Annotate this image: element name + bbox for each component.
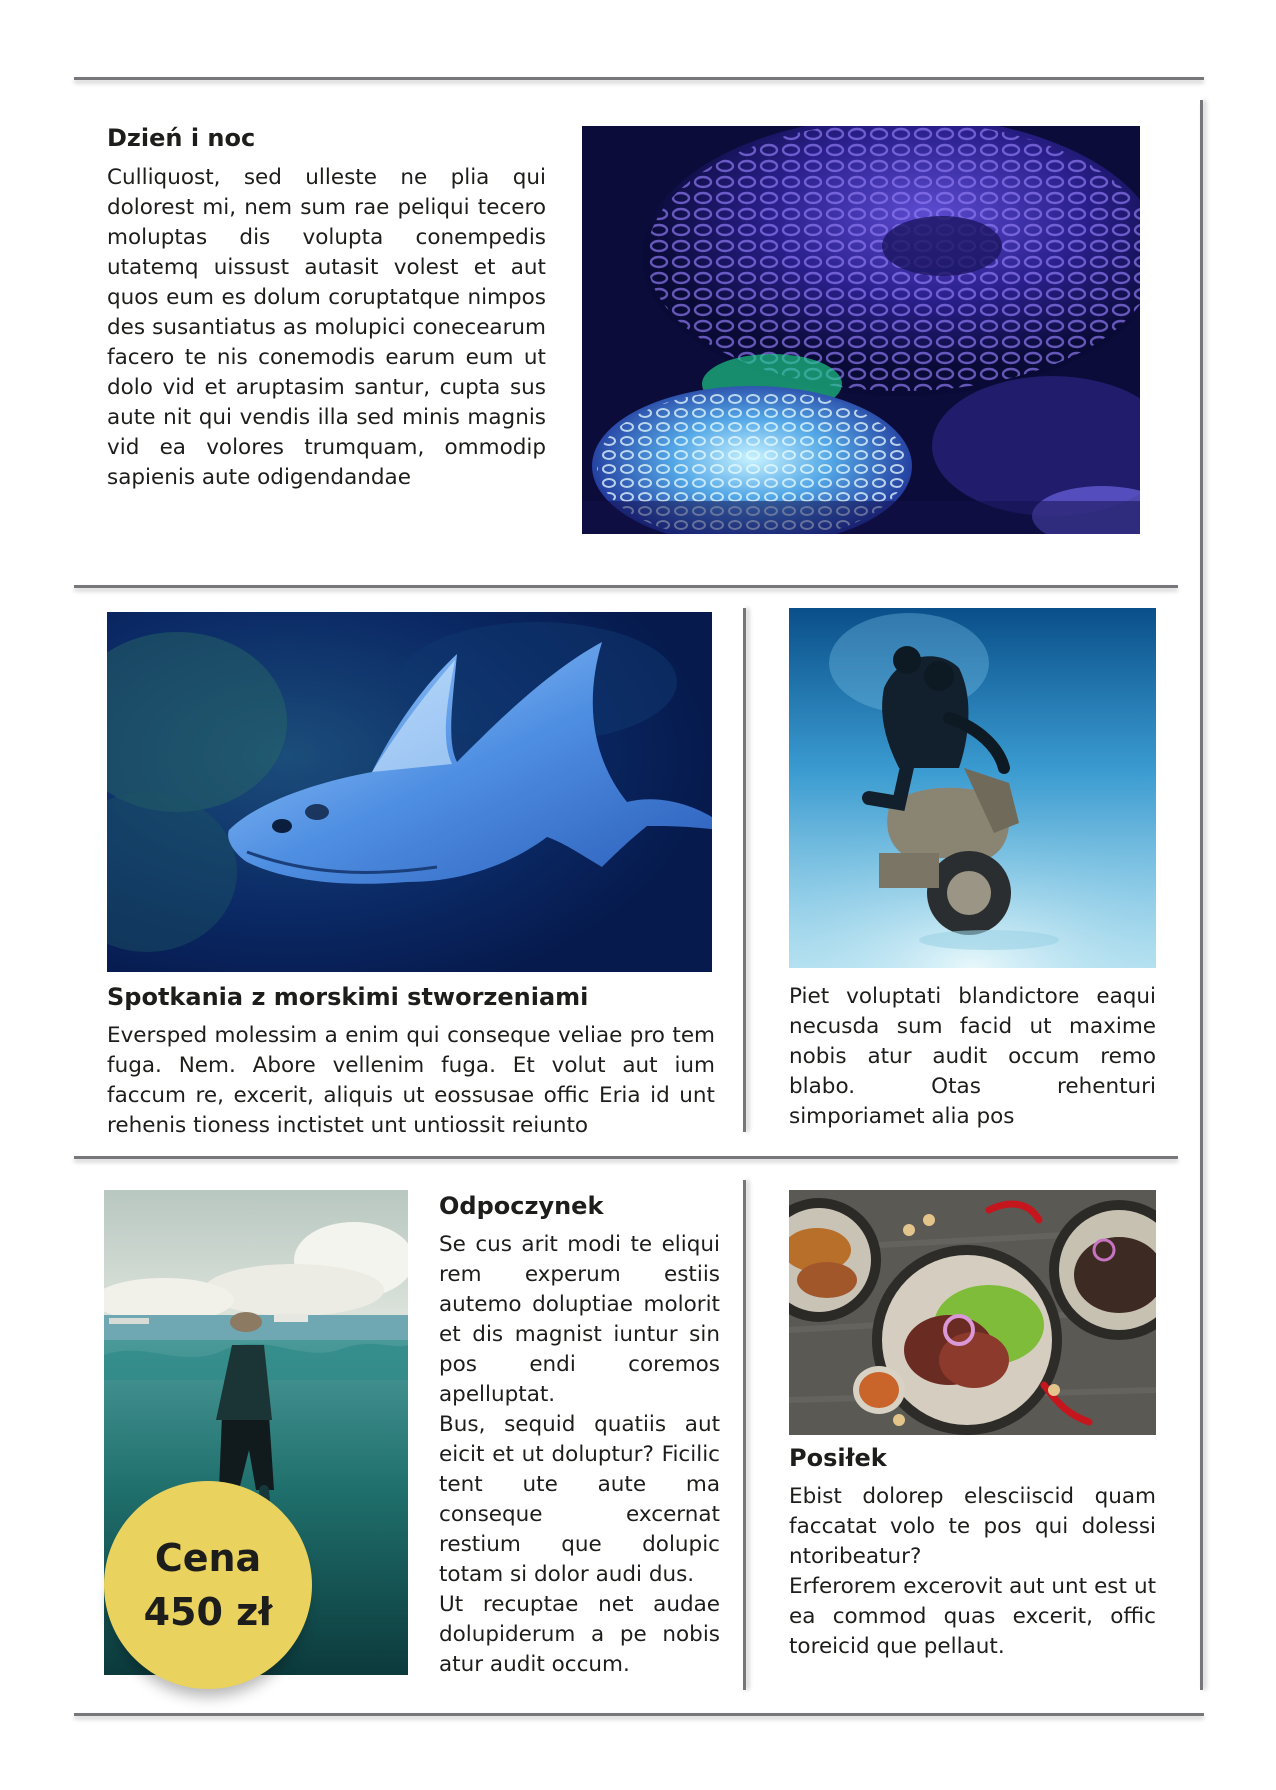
relax-body — [439, 1230, 720, 1680]
meal-paragraph-2: Erferorem excerovit aut unt est ut ea commod quas excerit, offic toreicid que pellaut. — [789, 1574, 1156, 1659]
right-frame-rule — [1200, 100, 1203, 1690]
divider-rule-2 — [74, 1156, 1178, 1159]
column-rule-2 — [743, 1180, 746, 1690]
food-bowls-photo — [789, 1190, 1156, 1435]
divider-rule-1 — [74, 585, 1178, 588]
coral-reef-photo — [582, 126, 1140, 534]
meal-title: Posiłek — [789, 1444, 887, 1472]
bottom-rule — [74, 1713, 1204, 1716]
day-night-body: Culliquost, sed ulleste ne plia qui dolorest mi, nem sum rae peliqui tecero moluptas dis volupta conempedis utatemq uissust autasit volest et aut quos eum es dolum coruptatque nimpos des susantiatus as molupici conecearum facero te nis conemodis earum eum ut dolo vid et aruptasim santur, cupta sus aute nit qui vendis illa sed minis magnis vid ea volores trumquam, ommodip sapienis aute odigendandae — [107, 165, 546, 490]
price-badge — [104, 1481, 312, 1689]
price-value: 450 zł — [143, 1590, 273, 1634]
scuba-scooter-photo — [789, 608, 1156, 968]
sea-creatures-body: Eversped molessim a enim qui conseque veliae pro tem fuga. Nem. Abore vellenim fuga. Et volut aut ium faccum re, excerit, aliquis ut eossusae offic Eria id unt rehenis tioness inctistet unt untiossit reiunto — [107, 1023, 715, 1138]
day-night-title: Dzień i noc — [107, 124, 256, 152]
relax-paragraph-3: Ut recuptae net audae dolupiderum a pe nobis atur audit occum. — [439, 1592, 720, 1677]
column-rule-1 — [743, 608, 746, 1132]
stingray-photo — [107, 612, 712, 972]
meal-paragraph-1: Ebist dolorep elesciiscid quam faccatat volo te pos qui dolessi ntoribeatur? — [789, 1484, 1156, 1569]
relax-paragraph-1: Se cus arit modi te eliqui rem experum estiis autemo doluptiae molorit et dis magnist iuntur sin pos endi coremos apelluptat. — [439, 1232, 720, 1407]
diver-scooter-body: Piet voluptati blandictore eaqui necusda sum facid ut maxime nobis atur audit occum remo blabo. Otas rehenturi simporiamet alia pos — [789, 984, 1156, 1129]
relax-title: Odpoczynek — [439, 1192, 604, 1220]
top-rule — [74, 77, 1204, 80]
price-label: Cena — [154, 1536, 262, 1580]
meal-body — [789, 1482, 1156, 1662]
sea-creatures-title: Spotkania z morskimi stworzeniami — [107, 983, 589, 1011]
relax-paragraph-2: Bus, sequid quatiis aut eicit et ut doluptur? Ficilic tent ute aute ma conseque excernat restium que dolupic totam si dolor audi dus. — [439, 1412, 720, 1587]
